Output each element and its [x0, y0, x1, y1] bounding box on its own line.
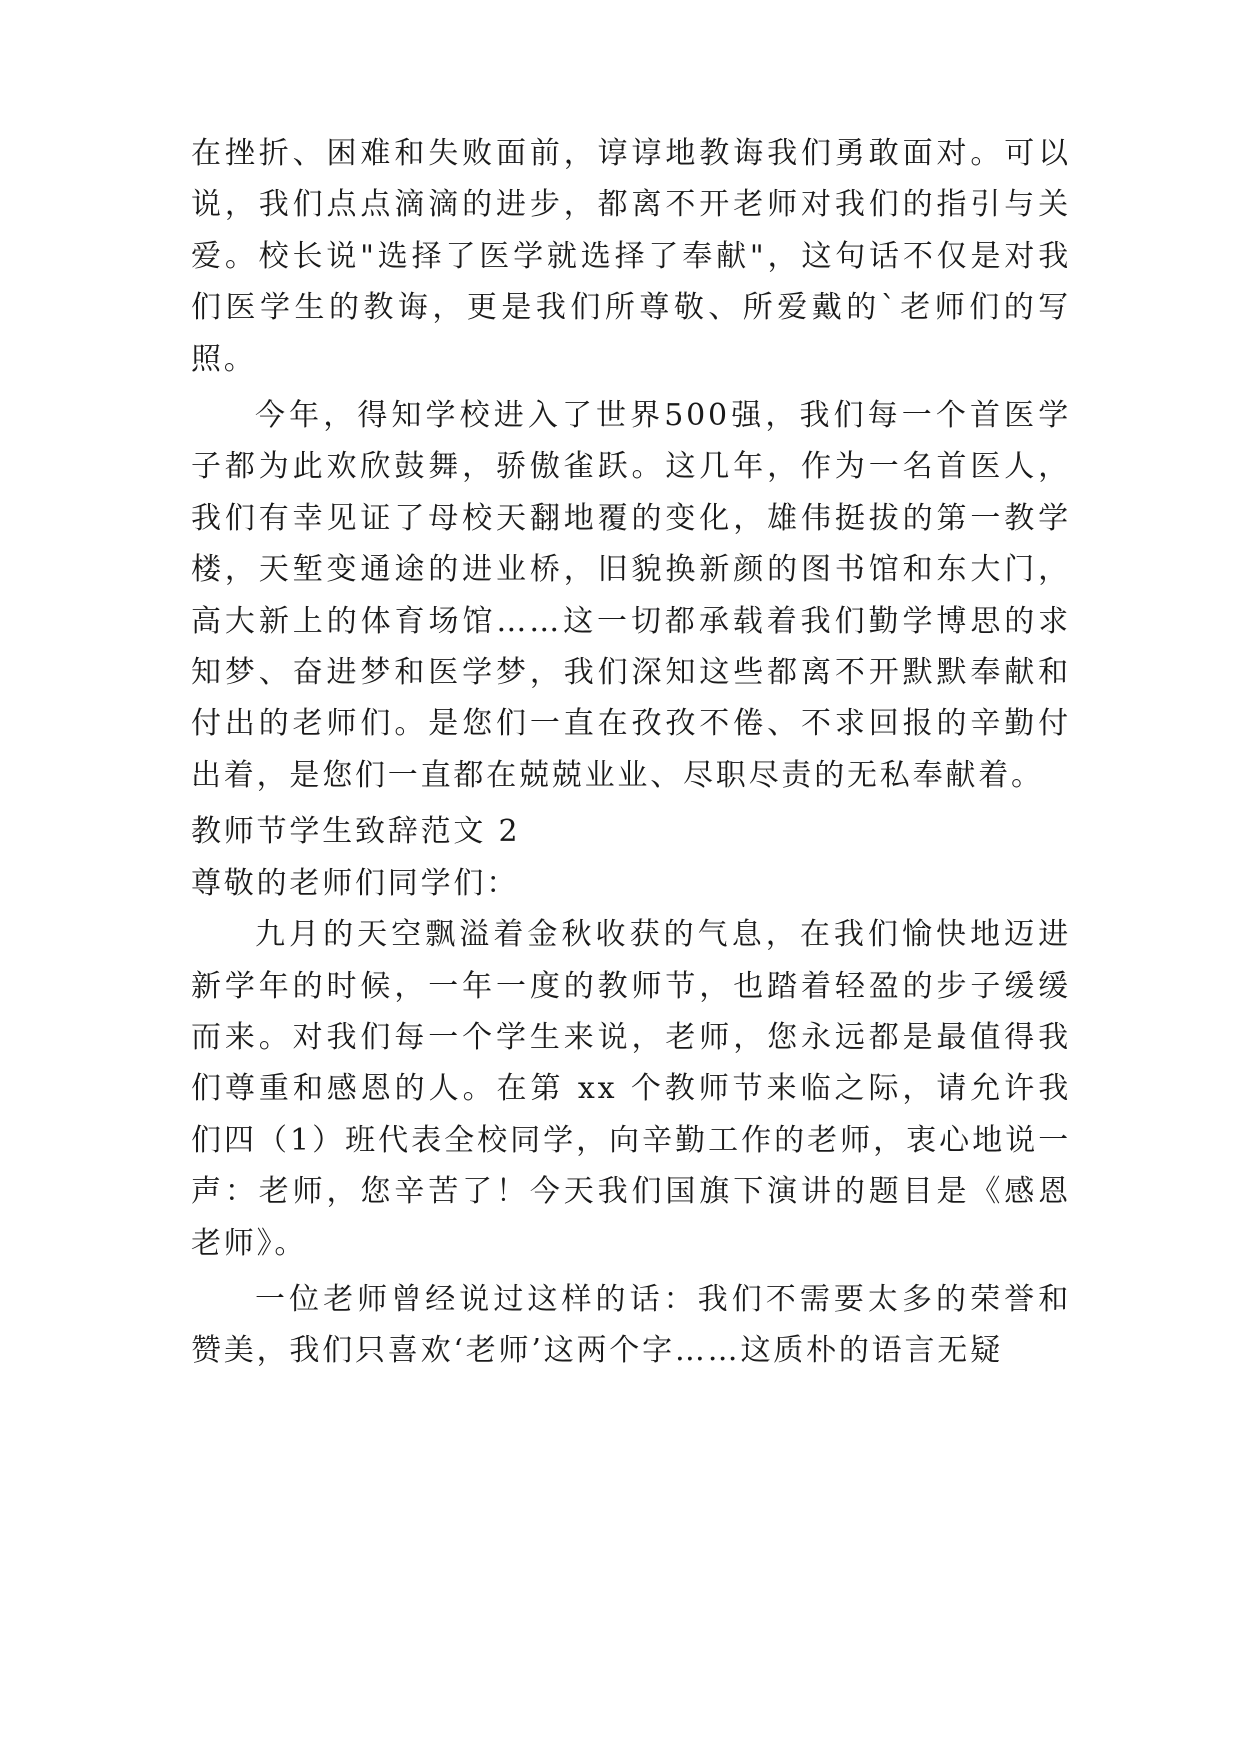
salutation: 尊敬的老师们同学们： — [191, 865, 519, 901]
paragraph-3: 九月的天空飘溢着金秋收获的气息，在我们愉快地迈进新学年的时候，一年一度的教师节，也踏着轻盈的步子缓缓而来。对我们每一个学生来说，老师，您永远都是最值得我们尊重和感恩的人。在第 xx 个教师节来临之际，请允许我们四（1）班代表全校同学，向辛勤工作的老师，衷心地说一声：老师，您辛苦了！今天我们国旗下演讲的题目是《感恩老师》。 — [191, 917, 1071, 1261]
section-title: 教师节学生致辞范文 2 — [191, 814, 521, 850]
document-page — [191, 128, 1071, 1382]
paragraph-4: 一位老师曾经说过这样的话：我们不需要太多的荣誉和赞美，我们只喜欢‘老师’这两个字……这质朴的语言无疑 — [191, 1281, 1071, 1369]
paragraph-2: 今年，得知学校进入了世界500强，我们每一个首医学子都为此欢欣鼓舞，骄傲雀跃。这几年，作为一名首医人，我们有幸见证了母校天翻地覆的变化，雄伟挺拔的第一教学楼，天堑变通途的进业桥，旧貌换新颜的图书馆和东大门，高大新上的体育场馆……这一切都承载着我们勤学博思的求知梦、奋进梦和医学梦，我们深知这些都离不开默默奉献和付出的老师们。是您们一直在孜孜不倦、不求回报的辛勤付出着，是您们一直都在兢兢业业、尽职尽责的无私奉献着。 — [191, 398, 1071, 793]
paragraph-1: 在挫折、困难和失败面前，谆谆地教诲我们勇敢面对。可以说，我们点点滴滴的进步，都离不开老师对我们的指引与关爱。校长说"选择了医学就选择了奉献"，这句话不仅是对我们医学生的教诲，更是我们所尊敬、所爱戴的`老师们的写照。 — [191, 136, 1071, 377]
